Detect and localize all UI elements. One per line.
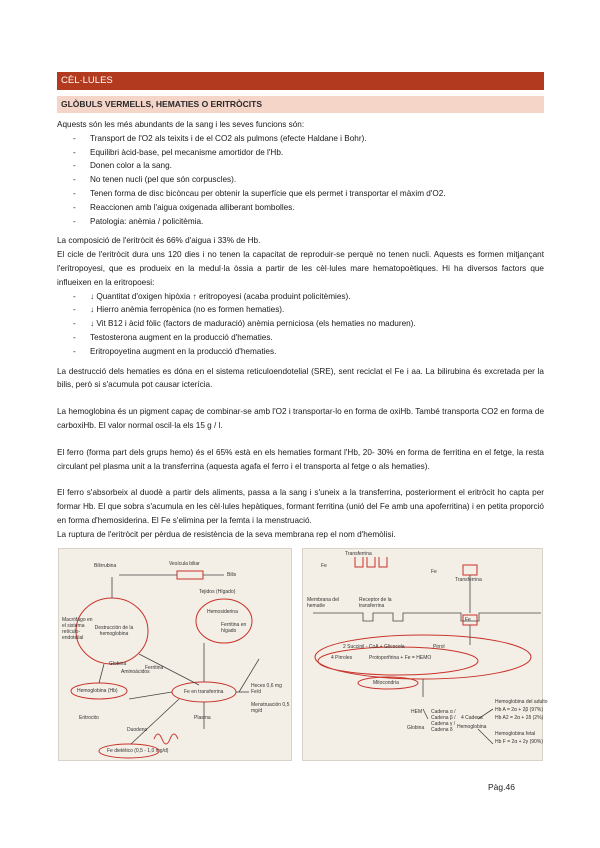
label-fe-1: Fe	[321, 563, 327, 569]
label-cadenas4: 4 Cadena	[461, 715, 483, 721]
label-destruccion: Destrucción de la hemoglobina	[94, 625, 134, 637]
page-number: Pàg.46	[488, 782, 515, 792]
label-eritrocito: Eritrocito	[79, 715, 99, 721]
list-item: - Transport de l'O2 als teixits i de el CO2 als pulmons (efecte Haldane i Bohr).	[57, 132, 544, 146]
label-globina: Globina	[109, 661, 127, 667]
label-fe-dieta: Fe dietético (0,5 - 1,0 mg/d)	[107, 748, 169, 754]
label-vesicula: Vesícula biliar	[169, 561, 200, 567]
label-ferritina: Ferritina	[145, 665, 164, 671]
label-hemoglobina: Hemoglobina (Hb)	[77, 688, 118, 694]
label-fe-box: Fe	[465, 617, 471, 623]
iron-paragraph: El ferro (forma part dels grups hemo) és el 65% està en els hematies formant l'Hb, 20- 30% en forma de ferritina en el fetge, la resta circulant pel plasma unit a la transferrina (aquesta agafa el ferro i el transporta al fetge o als hematies).	[57, 447, 544, 471]
destruction-paragraph: La destrucció dels hematies es dóna en el sistema reticuloendotelial (SRE), sent reciclat el Fe i aa. La bilirubina és excretada per la bilis, però si s'acumula pot causar icterícia.	[57, 366, 544, 390]
body-text	[57, 118, 544, 542]
subsection-title: GLÒBULS VERMELLS, HEMATIES O ERITRÒCITS	[57, 96, 544, 113]
list-item: - Testosterona augment en la producció d'hematies.	[57, 331, 544, 345]
list-item: - ↓ Hierro anèmia ferropènica (no es formen hematies).	[57, 303, 544, 317]
label-succinil: 2 Succinil - CoA + Glicocola	[343, 644, 405, 650]
label-pirroles: 4 Pirroles	[331, 655, 353, 661]
list-item: - Donen color a la sang.	[57, 159, 544, 173]
label-transferrina: Fe en transferrina	[184, 689, 224, 695]
list-item: - Reaccionen amb l'aigua oxigenada alliberant bombolles.	[57, 201, 544, 215]
label-pirrol: Pirrol	[433, 644, 445, 650]
rupture-paragraph: La ruptura de l'eritròcit per pèrdua de resistència de la seva membrana rep el nom d'hemòlisi.	[57, 529, 396, 539]
list-item: - ↓ Vit B12 i àcid fòlic (factors de maduració) anèmia perniciosa (els hematies no maduren).	[57, 317, 544, 331]
label-hba: Hb A = 2α + 2β (97%)	[495, 707, 544, 713]
label-hbf: Hb F = 2α + 2γ (90%)	[495, 739, 543, 745]
label-globina: Globina	[407, 725, 425, 731]
label-fetal: Hemoglobina fetal	[495, 731, 536, 737]
label-bilirrubina: Bilirrubina	[94, 563, 117, 569]
list-item: - Equilibri àcid-base, pel mecanisme amortidor de l'Hb.	[57, 146, 544, 160]
label-receptor: Receptor de la transferrina	[359, 597, 392, 609]
label-cadenas: Cadena α / Cadena β / Cadena γ / Cadena δ	[431, 709, 456, 733]
label-protoporfirina: Protoporfirina + Fe = HEMO	[369, 655, 432, 661]
list-item: - Patologia: anèmia / policitèmia.	[57, 215, 544, 229]
heme-synthesis-figure	[302, 548, 548, 761]
composition-paragraph: La composició de l'eritròcit és 66% d'aigua i 33% de Hb.	[57, 236, 261, 246]
label-adulto: Hemoglobina del adulto	[495, 699, 548, 705]
label-hba2: Hb A2 = 2α + 2δ (2%)	[495, 715, 544, 721]
list-item: - Eritropoyetina augment en la producció d'hematies.	[57, 345, 544, 359]
label-hemosiderina: Hemosiderina	[207, 609, 238, 615]
iron-cycle-diagram	[59, 549, 293, 762]
functions-list	[57, 132, 544, 229]
label-ferritina-higado: Ferritina en hígado	[221, 622, 247, 634]
label-duodeno: Duodeno	[127, 727, 148, 733]
label-bilis: Bilis	[227, 572, 237, 578]
section-title: CÈL·LULES	[57, 72, 544, 90]
label-macrofagos: Macrófago en el sistema retículo-endotelial	[62, 617, 93, 641]
label-mitocondria: Mitocondria	[373, 680, 399, 686]
hemoglobin-paragraph: La hemoglobina és un pigment capaç de combinar-se amb l'O2 i transportar-lo en forma de oxiHb. També transporta CO2 en forma de carboxiHb. El valor normal oscil·la els 15 g / l.	[57, 407, 545, 430]
label-plasma: Plasma	[194, 715, 211, 721]
label-membrana: Membrana del hematíe	[307, 597, 339, 609]
factors-list	[57, 290, 544, 359]
label-heces: Heces 0,6 mg Fe/d	[251, 683, 282, 695]
list-item: - No tenen nucli (pel que són corpuscles).	[57, 173, 544, 187]
label-hem: HEM	[411, 709, 423, 715]
cycle-paragraph: El cicle de l'eritròcit dura uns 120 dies i no tenen la capacitat de reproduir-se perquè no tenen nucli. Aquests es formen mitjançant l'eritropoyesi, que es produeix en la medul·la òssia a partir de les cèl·lules mare hematopoètiques. Hi ha diversos factors que influeixen en la eritropoesi:	[57, 250, 544, 287]
label-fe-2: Fe	[431, 569, 437, 575]
label-transferrina-top: Transferrina	[345, 551, 372, 557]
absorption-paragraph: El ferro s'absorbeix al duodè a partir dels aliments, passa a la sang i s'uneix a la transferrina, posteriorment el eritròcit ho capta per formar Hb. El que sobra s'acumula en les cèl·lules hepàtiques, formant ferritina (unió del Fe amb una apoferritina) i en petita proporció en forma d'hemosiderina. El Fe s'elimina per la femta i la menstruació.	[57, 488, 544, 525]
label-tejidos: Tejidos (Hígado)	[199, 589, 236, 595]
list-item: - Tenen forma de disc bicòncau per obtenir la superfície que els permet i transportar el màxim d'O2.	[57, 187, 544, 201]
label-aminoacidos: Aminoácidos	[121, 669, 150, 675]
iron-cycle-figure	[58, 548, 292, 761]
label-hemoglobina: Hemoglobina	[457, 724, 487, 730]
list-item: - ↓ Quantitat d'oxigen hipòxia ↑ eritropoyesi (acaba produint policitèmies).	[57, 290, 544, 304]
label-transferrina-right: Transferrina	[455, 577, 482, 583]
intro-paragraph: Aquests són les més abundants de la sang i les seves funcions són:	[57, 120, 305, 129]
label-menstruacion: Menstruación 0,5 mg/d	[251, 702, 290, 714]
